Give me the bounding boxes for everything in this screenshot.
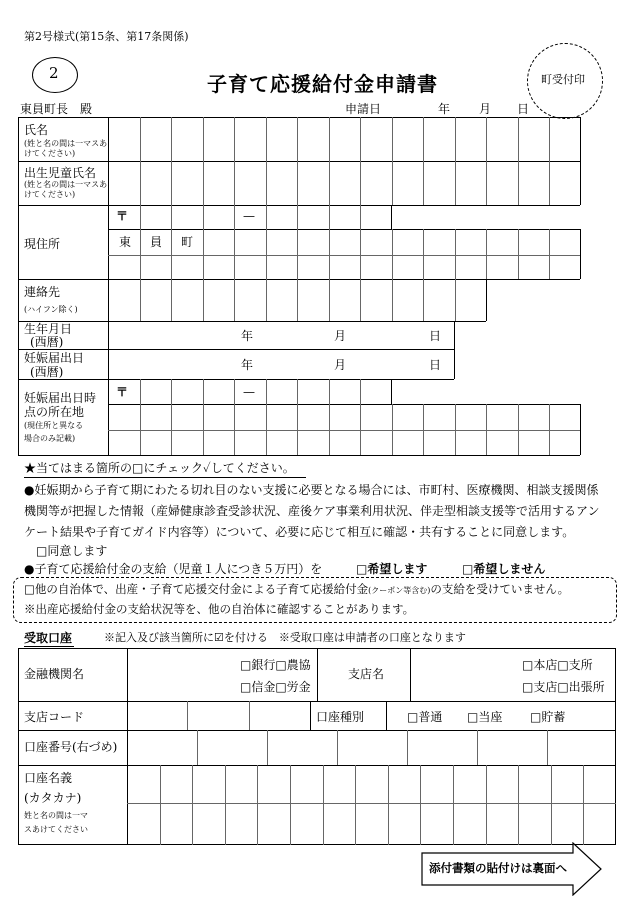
contact-note: (ハイフン除く) xyxy=(24,305,78,314)
cell-divider xyxy=(392,279,393,321)
preg-year: 年 xyxy=(241,358,254,372)
cell-divider xyxy=(297,205,298,229)
cell-divider xyxy=(392,229,393,279)
cell-divider xyxy=(518,404,519,455)
cell-divider xyxy=(455,117,456,205)
cell-divider xyxy=(455,229,456,279)
birth-date-sub: (西暦) xyxy=(30,335,64,349)
cell-divider xyxy=(329,117,330,205)
name-label: 氏名 xyxy=(24,123,49,137)
cell-divider xyxy=(549,117,550,205)
cell-divider xyxy=(420,765,421,845)
cell-divider xyxy=(266,205,267,229)
other-city-text-1a: □他の自治体で、出産・子育て応援交付金による子育て応援給付金 xyxy=(24,582,369,596)
cell-divider xyxy=(234,279,235,321)
bank-type-options-1[interactable]: □銀行□農協 xyxy=(240,658,311,672)
branch-code-label: 支店コード xyxy=(24,710,85,724)
postal-mark-icon: 〒 xyxy=(116,209,129,223)
other-city-text-1[interactable] xyxy=(24,584,569,596)
cell-divider xyxy=(360,404,361,455)
cell-divider xyxy=(518,765,519,845)
preg-postal-mark-icon: 〒 xyxy=(116,385,129,399)
cell-divider xyxy=(360,229,361,279)
address-pref-2: 員 xyxy=(150,235,163,249)
cell-divider xyxy=(337,730,338,765)
account-number-label: 口座番号(右づめ) xyxy=(24,740,118,754)
cell-divider xyxy=(140,404,141,455)
cell-divider xyxy=(455,279,456,321)
cell-divider xyxy=(171,205,172,229)
cell-divider xyxy=(323,765,324,845)
cell-divider xyxy=(583,765,584,845)
cell-divider xyxy=(329,379,330,404)
cell-divider xyxy=(203,205,204,229)
cell-divider xyxy=(486,404,487,455)
not-want-checkbox[interactable]: □希望しません xyxy=(462,562,546,576)
preg-day: 日 xyxy=(429,358,442,372)
cell-divider xyxy=(360,279,361,321)
cell-divider xyxy=(171,117,172,205)
consent-text-2: 機関等が把握した情報（産婦健康診査受診状況、産後ケア事業利用状況、伴走型相談支援等で活用するアン xyxy=(24,504,600,518)
cell-divider xyxy=(551,765,552,845)
cell-divider xyxy=(477,730,478,765)
cell-divider xyxy=(266,279,267,321)
agree-checkbox[interactable]: □同意します xyxy=(36,544,108,558)
preg-address-label-2: 点の所在地 xyxy=(24,405,85,419)
birth-day: 日 xyxy=(429,329,442,343)
type-savings-checkbox[interactable]: □貯蓄 xyxy=(530,710,566,724)
cell-divider xyxy=(423,404,424,455)
cell-divider xyxy=(266,404,267,455)
cell-divider xyxy=(234,404,235,455)
cell-divider xyxy=(360,205,361,229)
cell-divider xyxy=(140,205,141,229)
date-day: 日 xyxy=(517,102,530,116)
cell-divider xyxy=(297,279,298,321)
address-label: 現住所 xyxy=(24,237,61,251)
branch-type-options-1[interactable]: □本店□支所 xyxy=(522,658,593,672)
preg-postal-dash: — xyxy=(243,385,255,399)
other-city-text-1c: の支給を受けていません。 xyxy=(430,582,570,596)
cell-divider xyxy=(225,765,226,845)
cell-divider xyxy=(518,229,519,279)
cell-divider xyxy=(392,117,393,205)
institution-label: 金融機関名 xyxy=(24,667,85,681)
cell-divider xyxy=(171,279,172,321)
cell-divider xyxy=(266,229,267,279)
date-month: 月 xyxy=(479,102,492,116)
cell-divider xyxy=(140,117,141,205)
type-normal-checkbox[interactable]: □普通 xyxy=(407,710,443,724)
account-type-label: 口座種別 xyxy=(316,710,365,724)
cell-divider xyxy=(197,730,198,765)
holder-note-2: スあけてください xyxy=(24,825,88,834)
holder-note-1: 姓と名の間は一マ xyxy=(24,811,88,820)
address-pref-3: 町 xyxy=(181,235,194,249)
cell-divider xyxy=(171,229,172,279)
cell-divider xyxy=(267,730,268,765)
bank-type-options-2[interactable]: □信金□労金 xyxy=(240,680,311,694)
cell-divider xyxy=(203,229,204,279)
other-city-text-1b: (クーポン等含む) xyxy=(368,586,431,595)
cell-divider xyxy=(234,117,235,205)
date-label: 申請日 xyxy=(345,102,382,116)
cell-divider xyxy=(257,765,258,845)
branch-name-label: 支店名 xyxy=(348,667,385,681)
addressee: 東員町長 殿 xyxy=(20,102,93,116)
cell-divider xyxy=(140,229,141,279)
branch-type-options-2[interactable]: □支店□出張所 xyxy=(522,680,605,694)
consent-text-1: ●妊娠期から子育て期にわたる切れ目のない支援に必要となる場合には、市町村、医療機関、相談支援関係 xyxy=(24,483,599,497)
type-current-checkbox[interactable]: □当座 xyxy=(467,710,503,724)
bank-section-note: ※記入及び該当箇所に☑を付ける ※受取口座は申請者の口座となります xyxy=(104,631,466,644)
cell-divider xyxy=(266,379,267,404)
check-instruction: ★当てはまる箇所の□にチェック✓してください。 xyxy=(24,461,295,475)
cell-divider xyxy=(160,765,161,845)
date-year: 年 xyxy=(438,102,451,116)
cell-divider xyxy=(486,117,487,205)
cell-divider xyxy=(392,404,393,455)
cell-divider xyxy=(234,205,235,229)
cell-divider xyxy=(329,279,330,321)
cell-divider xyxy=(297,117,298,205)
cell-divider xyxy=(234,379,235,404)
cell-divider xyxy=(423,117,424,205)
cell-divider xyxy=(234,229,235,279)
cell-divider xyxy=(549,404,550,455)
holder-label: 口座名義 xyxy=(24,771,73,785)
child-name-note: (姓と名の間は一マスあけてください) xyxy=(24,180,108,199)
preg-address-note-1: (現住所と異なる xyxy=(24,421,84,430)
consent-text-3: ケート結果や子育てガイド内容等）について、必要に応じて相互に確認・共有することに同意します。 xyxy=(24,525,575,539)
cell-divider xyxy=(171,404,172,455)
cell-divider xyxy=(297,404,298,455)
cell-divider xyxy=(486,765,487,845)
preg-month: 月 xyxy=(334,358,347,372)
cell-divider xyxy=(171,379,172,404)
pregnancy-date-label: 妊娠届出日 xyxy=(24,351,85,365)
postal-dash: — xyxy=(243,209,255,223)
birth-year: 年 xyxy=(241,329,254,343)
cell-divider xyxy=(297,229,298,279)
preg-address-note-2: 場合のみ記載) xyxy=(24,434,76,443)
stamp-label: 町受付印 xyxy=(541,73,585,86)
cell-divider xyxy=(423,279,424,321)
cell-divider xyxy=(360,117,361,205)
cell-divider xyxy=(518,117,519,205)
cell-divider xyxy=(360,379,361,404)
cell-divider xyxy=(407,730,408,765)
cell-divider xyxy=(388,765,389,845)
child-name-label: 出生児童氏名 xyxy=(24,166,97,180)
cell-divider xyxy=(266,117,267,205)
back-side-arrow-text: 添付書類の貼付けは裏面へ xyxy=(429,861,567,875)
cell-divider xyxy=(423,229,424,279)
cell-divider xyxy=(453,765,454,845)
other-city-text-2: ※出産応援給付金の支給状況等を、他の自治体に確認することがあります。 xyxy=(24,602,415,616)
payment-request-text: ●子育て応援給付金の支給（児童１人につき５万円）を xyxy=(24,562,323,576)
address-pref-1: 東 xyxy=(119,235,132,249)
cell-divider xyxy=(203,404,204,455)
cell-divider xyxy=(140,379,141,404)
cell-divider xyxy=(140,279,141,321)
form-number: 第2号様式(第15条、第17条関係) xyxy=(24,30,189,43)
cell-divider xyxy=(455,404,456,455)
cell-divider xyxy=(329,404,330,455)
cell-divider xyxy=(329,229,330,279)
name-note: (姓と名の間は一マスあけてください) xyxy=(24,139,108,158)
cell-divider xyxy=(329,205,330,229)
bank-section-label: 受取口座 xyxy=(24,631,73,645)
cell-divider xyxy=(203,279,204,321)
preg-address-label-1: 妊娠届出日時 xyxy=(24,391,97,405)
cell-divider xyxy=(547,730,548,765)
holder-kana-label: (カタカナ) xyxy=(24,791,82,805)
cell-divider xyxy=(486,229,487,279)
cell-divider xyxy=(297,379,298,404)
birth-date-label: 生年月日 xyxy=(24,322,73,336)
cell-divider xyxy=(549,229,550,279)
cell-divider xyxy=(355,765,356,845)
want-checkbox[interactable]: □希望します xyxy=(356,562,428,576)
cell-divider xyxy=(203,117,204,205)
contact-label: 連絡先 xyxy=(24,285,61,299)
page-title: 子育て応援給付金申請書 xyxy=(207,72,438,96)
cell-divider xyxy=(192,765,193,845)
cell-divider xyxy=(203,379,204,404)
circle-number: 2 xyxy=(49,64,59,82)
cell-divider xyxy=(290,765,291,845)
pregnancy-date-sub: (西暦) xyxy=(30,365,64,379)
birth-month: 月 xyxy=(334,329,347,343)
